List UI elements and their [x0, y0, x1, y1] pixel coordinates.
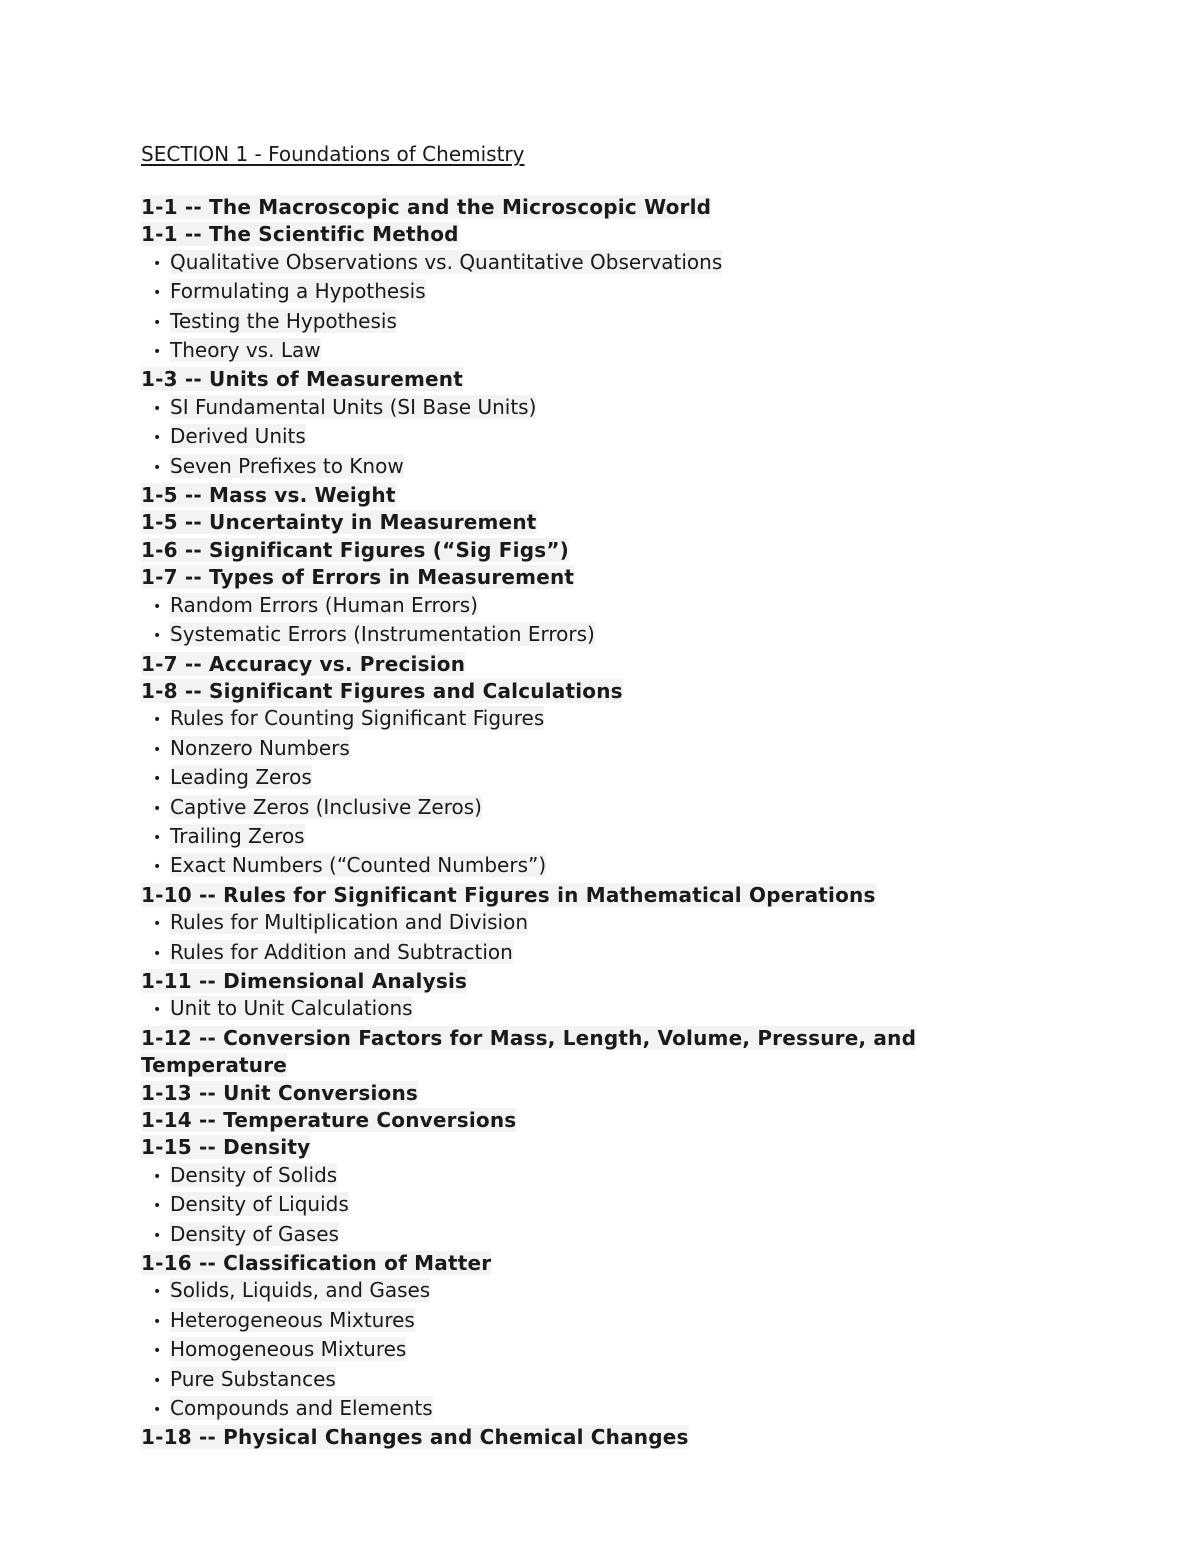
- bullet-icon: •: [153, 1343, 162, 1360]
- subtopic-item: [141, 1307, 961, 1336]
- subtopic-text: Trailing Zeros: [170, 823, 305, 848]
- bullet-icon: •: [153, 916, 162, 933]
- subtopic-text: Seven Prefixes to Know: [170, 453, 404, 478]
- topic-heading-text: 1-10 -- Rules for Significant Figures in Mathematical Operations: [141, 882, 876, 907]
- topic-heading: [141, 564, 961, 591]
- subtopic-text: Heterogeneous Mixtures: [170, 1307, 415, 1332]
- topic-heading-text: 1-18 -- Physical Changes and Chemical Changes: [141, 1425, 689, 1450]
- subtopic-item: [141, 705, 961, 734]
- subtopic-item: [141, 909, 961, 938]
- document-page: [141, 138, 961, 1452]
- subtopic-item: [141, 278, 961, 307]
- subtopic-item: [141, 592, 961, 621]
- topic-heading: [141, 651, 961, 678]
- bullet-icon: •: [153, 598, 162, 615]
- subtopic-item: [141, 939, 961, 968]
- topic-heading-text: 1-11 -- Dimensional Analysis: [141, 968, 468, 993]
- bullet-icon: •: [153, 285, 162, 302]
- subtopic-text: Exact Numbers (“Counted Numbers”): [170, 853, 547, 878]
- subtopic-text: Density of Solids: [170, 1162, 338, 1187]
- topic-heading-text: 1-15 -- Density: [141, 1135, 311, 1160]
- subtopic-item: [141, 1221, 961, 1250]
- topic-heading-text: 1-8 -- Significant Figures and Calculations: [141, 678, 623, 703]
- subtopic-item: [141, 1395, 961, 1424]
- topic-heading: [141, 1424, 961, 1451]
- bullet-icon: •: [153, 1284, 162, 1301]
- subtopic-text: Theory vs. Law: [170, 338, 321, 363]
- bullet-icon: •: [153, 1402, 162, 1419]
- subtopic-text: Unit to Unit Calculations: [170, 996, 413, 1021]
- topic-heading-text: 1-5 -- Uncertainty in Measurement: [141, 510, 537, 535]
- bullet-icon: •: [153, 255, 162, 272]
- subtopic-item: [141, 1162, 961, 1191]
- subtopic-text: Solids, Liquids, and Gases: [170, 1278, 431, 1303]
- subtopic-item: [141, 794, 961, 823]
- topic-heading: [141, 482, 961, 509]
- subtopic-text: Qualitative Observations vs. Quantitative Observations: [170, 249, 723, 274]
- subtopic-text: Leading Zeros: [170, 765, 312, 790]
- subtopic-item: [141, 337, 961, 366]
- subtopic-text: Rules for Addition and Subtraction: [170, 939, 513, 964]
- bullet-icon: •: [153, 1002, 162, 1019]
- topic-outline: [141, 194, 961, 1452]
- subtopic-item: [141, 621, 961, 650]
- topic-heading: [141, 1250, 961, 1277]
- bullet-icon: •: [153, 1198, 162, 1215]
- subtopic-text: Density of Gases: [170, 1221, 339, 1246]
- subtopic-item: [141, 423, 961, 452]
- subtopic-text: SI Fundamental Units (SI Base Units): [170, 394, 537, 419]
- bullet-icon: •: [153, 400, 162, 417]
- subtopic-item: [141, 249, 961, 278]
- subtopic-item: [141, 823, 961, 852]
- topic-heading: [141, 882, 961, 909]
- subtopic-text: Compounds and Elements: [170, 1396, 433, 1421]
- bullet-icon: •: [153, 314, 162, 331]
- bullet-icon: •: [153, 628, 162, 645]
- subtopic-item: [141, 308, 961, 337]
- subtopic-text: Homogeneous Mixtures: [170, 1337, 407, 1362]
- subtopic-item: [141, 1366, 961, 1395]
- bullet-icon: •: [153, 741, 162, 758]
- bullet-icon: •: [153, 829, 162, 846]
- subtopic-text: Testing the Hypothesis: [170, 308, 397, 333]
- topic-heading: [141, 366, 961, 393]
- topic-heading-text: 1-1 -- The Scientific Method: [141, 222, 459, 247]
- topic-heading-text: 1-6 -- Significant Figures (“Sig Figs”): [141, 537, 570, 562]
- subtopic-text: Random Errors (Human Errors): [170, 592, 478, 617]
- topic-heading-text: 1-13 -- Unit Conversions: [141, 1080, 418, 1105]
- subtopic-item: [141, 735, 961, 764]
- topic-heading: [141, 509, 961, 536]
- subtopic-text: Pure Substances: [170, 1366, 336, 1391]
- topic-heading: [141, 968, 961, 995]
- subtopic-text: Nonzero Numbers: [170, 735, 350, 760]
- subtopic-text: Formulating a Hypothesis: [170, 279, 426, 304]
- bullet-icon: •: [153, 459, 162, 476]
- bullet-icon: •: [153, 800, 162, 817]
- topic-heading-text: 1-16 -- Classification of Matter: [141, 1251, 492, 1276]
- bullet-icon: •: [153, 712, 162, 729]
- subtopic-item: [141, 453, 961, 482]
- subtopic-item: [141, 394, 961, 423]
- subtopic-item: [141, 1191, 961, 1220]
- topic-heading: [141, 1025, 961, 1080]
- bullet-icon: •: [153, 771, 162, 788]
- topic-heading: [141, 537, 961, 564]
- subtopic-item: [141, 995, 961, 1024]
- topic-heading-text: 1-1 -- The Macroscopic and the Microscopic World: [141, 195, 712, 219]
- subtopic-item: [141, 1336, 961, 1365]
- bullet-icon: •: [153, 1372, 162, 1389]
- topic-heading-text: 1-7 -- Types of Errors in Measurement: [141, 565, 575, 590]
- topic-heading-text: 1-7 -- Accuracy vs. Precision: [141, 651, 466, 676]
- topic-heading: [141, 678, 961, 705]
- bullet-icon: •: [153, 430, 162, 447]
- subtopic-text: Rules for Multiplication and Division: [170, 910, 529, 935]
- subtopic-item: [141, 1277, 961, 1306]
- topic-heading-text: 1-12 -- Conversion Factors for Mass, Length, Volume, Pressure, and Temperature: [141, 1025, 917, 1078]
- topic-heading-text: 1-14 -- Temperature Conversions: [141, 1108, 517, 1132]
- subtopic-text: Systematic Errors (Instrumentation Errors): [170, 622, 595, 647]
- topic-heading-text: 1-3 -- Units of Measurement: [141, 367, 463, 392]
- topic-heading: [141, 1107, 961, 1134]
- bullet-icon: •: [153, 344, 162, 361]
- section-title: SECTION 1 - Foundations of Chemistry: [141, 142, 525, 166]
- bullet-icon: •: [153, 859, 162, 876]
- bullet-icon: •: [153, 1313, 162, 1330]
- bullet-icon: •: [153, 1168, 162, 1185]
- subtopic-item: [141, 852, 961, 881]
- topic-heading: [141, 1080, 961, 1107]
- subtopic-text: Derived Units: [170, 424, 306, 449]
- topic-heading: [141, 221, 961, 248]
- bullet-icon: •: [153, 945, 162, 962]
- bullet-icon: •: [153, 1227, 162, 1244]
- topic-heading-text: 1-5 -- Mass vs. Weight: [141, 483, 396, 508]
- subtopic-text: Captive Zeros (Inclusive Zeros): [170, 794, 482, 819]
- topic-heading: [141, 1134, 961, 1161]
- subtopic-text: Density of Liquids: [170, 1192, 349, 1217]
- subtopic-item: [141, 764, 961, 793]
- topic-heading: [141, 194, 961, 221]
- subtopic-text: Rules for Counting Significant Figures: [170, 706, 545, 731]
